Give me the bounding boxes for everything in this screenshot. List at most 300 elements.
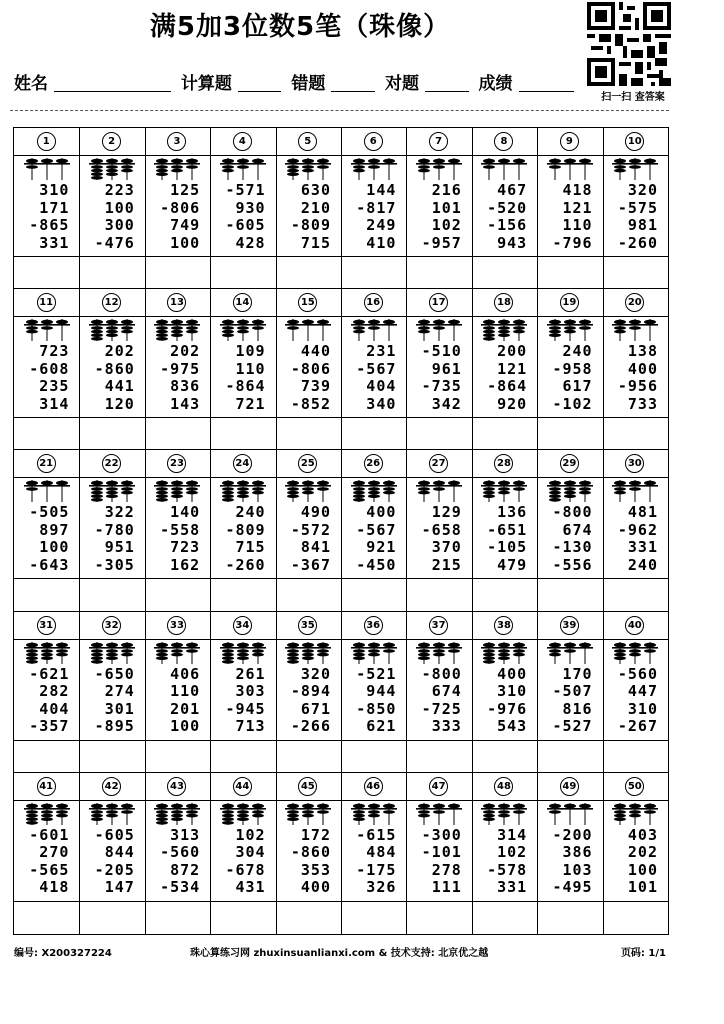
- addend: 447: [627, 682, 658, 701]
- addend: -560: [160, 843, 201, 862]
- answer-box[interactable]: [276, 902, 341, 934]
- answer-box[interactable]: [341, 902, 406, 934]
- problem-number: 19: [560, 293, 579, 312]
- abacus-bead-icon: [610, 480, 660, 502]
- column-divider: [603, 773, 604, 934]
- problem-number: 22: [102, 454, 121, 473]
- addend: -800: [552, 503, 593, 522]
- addend: 841: [300, 538, 331, 557]
- addend: 310: [497, 682, 528, 701]
- addend: 111: [431, 878, 462, 897]
- field-label: 对题: [384, 74, 419, 94]
- addend: 320: [627, 181, 658, 199]
- field-label: 姓名: [14, 74, 48, 94]
- answer-box[interactable]: [341, 418, 406, 450]
- addend-list: [280, 343, 331, 413]
- column-divider: [276, 289, 277, 450]
- addend-list: [410, 827, 461, 897]
- answer-box[interactable]: [145, 902, 210, 934]
- addend: 484: [366, 843, 397, 862]
- addend: -806: [160, 198, 201, 217]
- problem-number: 34: [233, 616, 252, 635]
- problem-number: 1: [37, 132, 56, 151]
- answer-box[interactable]: [406, 257, 471, 289]
- addend: -957: [421, 233, 462, 252]
- footer-page: 页码: 1/1: [620, 948, 666, 959]
- problem-number: 15: [298, 293, 317, 312]
- column-divider: [145, 612, 146, 773]
- addend-list: [280, 666, 331, 736]
- addend: 270: [39, 843, 70, 862]
- answer-box[interactable]: [79, 257, 144, 289]
- column-divider: [406, 612, 407, 773]
- blank-line[interactable]: [519, 69, 574, 92]
- addend: 102: [235, 825, 266, 844]
- problem-number: 7: [429, 132, 448, 151]
- abacus-bead-icon: [414, 319, 464, 341]
- addend-list: [214, 827, 265, 897]
- problem-number: 27: [429, 454, 448, 473]
- addend: 333: [431, 717, 462, 736]
- answer-box[interactable]: [537, 579, 602, 611]
- addend: 400: [366, 503, 397, 522]
- problem-cell: [79, 612, 144, 773]
- abacus-bead-icon: [22, 158, 72, 180]
- addend: 144: [366, 181, 397, 199]
- addend: 723: [170, 538, 201, 557]
- addend: 715: [300, 233, 331, 252]
- addend: 715: [235, 538, 266, 557]
- answer-box[interactable]: [210, 741, 275, 773]
- addend: -367: [290, 555, 331, 574]
- answer-box[interactable]: [472, 902, 537, 934]
- problem-cell: [603, 289, 668, 450]
- answer-box[interactable]: [14, 902, 79, 934]
- blank-line[interactable]: [54, 69, 171, 92]
- problem-number: 28: [494, 454, 513, 473]
- addend-list: [476, 343, 527, 413]
- addend: 340: [366, 394, 397, 413]
- addend: -650: [94, 664, 135, 683]
- addend: 418: [39, 878, 70, 897]
- addend: 138: [627, 342, 658, 361]
- addend: 342: [431, 394, 462, 413]
- addend-list: [345, 827, 396, 897]
- addend: 170: [562, 664, 593, 683]
- addend: 223: [104, 181, 135, 199]
- addend-list: [345, 666, 396, 736]
- abacus-bead-icon: [479, 642, 529, 664]
- addend: -780: [94, 520, 135, 539]
- column-divider: [406, 450, 407, 611]
- problem-cell: [14, 450, 79, 611]
- qr-caption: 扫一扫 查答案: [601, 92, 665, 103]
- column-divider: [79, 612, 80, 773]
- addend: 322: [104, 503, 135, 522]
- blank-line[interactable]: [331, 69, 375, 92]
- answer-box[interactable]: [79, 741, 144, 773]
- column-divider: [472, 289, 473, 450]
- problem-number: 48: [494, 777, 513, 796]
- addend: 400: [300, 878, 331, 897]
- addend: -571: [225, 181, 266, 199]
- answer-box[interactable]: [472, 418, 537, 450]
- column-divider: [210, 450, 211, 611]
- problem-cell: [341, 612, 406, 773]
- column-divider: [79, 289, 80, 450]
- problem-cell: [603, 450, 668, 611]
- answer-box[interactable]: [537, 741, 602, 773]
- column-divider: [341, 289, 342, 450]
- answer-box[interactable]: [603, 418, 668, 450]
- column-divider: [537, 773, 538, 934]
- abacus-bead-icon: [479, 803, 529, 825]
- addend: -527: [552, 717, 593, 736]
- addend: 543: [497, 717, 528, 736]
- answer-box[interactable]: [210, 579, 275, 611]
- addend: -572: [290, 520, 331, 539]
- answer-box[interactable]: [406, 902, 471, 934]
- addend: -735: [421, 377, 462, 396]
- addend: -300: [421, 825, 462, 844]
- problem-cell: [14, 128, 79, 289]
- addend: 249: [366, 216, 397, 234]
- addend: 314: [497, 825, 528, 844]
- problem-cell: [210, 450, 275, 611]
- addend: 331: [39, 233, 70, 252]
- addend: 171: [39, 198, 70, 217]
- addend: -958: [552, 359, 593, 378]
- answer-box[interactable]: [472, 741, 537, 773]
- addend: -200: [552, 825, 593, 844]
- answer-box[interactable]: [210, 902, 275, 934]
- addend: -578: [487, 860, 528, 879]
- problem-cell: [14, 289, 79, 450]
- addend: 140: [170, 503, 201, 522]
- addend: 200: [497, 342, 528, 361]
- abacus-bead-icon: [283, 158, 333, 180]
- column-divider: [79, 773, 80, 934]
- addend: 674: [431, 682, 462, 701]
- addend-list: [83, 343, 134, 413]
- column-divider: [210, 289, 211, 450]
- answer-box[interactable]: [406, 579, 471, 611]
- addend: 404: [366, 377, 397, 396]
- column-divider: [145, 289, 146, 450]
- column-divider: [145, 450, 146, 611]
- answer-box[interactable]: [603, 579, 668, 611]
- problem-cell: [14, 612, 79, 773]
- column-divider: [341, 612, 342, 773]
- answer-box[interactable]: [537, 257, 602, 289]
- answer-box[interactable]: [603, 257, 668, 289]
- addend: 621: [366, 717, 397, 736]
- addend: -605: [94, 825, 135, 844]
- addend: 215: [431, 555, 462, 574]
- qr-code-icon: [585, 2, 673, 86]
- problem-number: 9: [560, 132, 579, 151]
- answer-box[interactable]: [341, 741, 406, 773]
- addend-list: [83, 666, 134, 736]
- addend: -101: [421, 843, 462, 862]
- blank-line[interactable]: [425, 69, 469, 92]
- answer-box[interactable]: [145, 741, 210, 773]
- addend: 431: [235, 878, 266, 897]
- abacus-bead-icon: [22, 480, 72, 502]
- abacus-bead-icon: [87, 158, 137, 180]
- problem-cell: [472, 612, 537, 773]
- field-label: 计算题: [180, 74, 232, 94]
- abacus-bead-icon: [283, 319, 333, 341]
- answer-box[interactable]: [14, 418, 79, 450]
- addend: 331: [497, 878, 528, 897]
- abacus-bead-icon: [349, 642, 399, 664]
- addend-list: [410, 182, 461, 252]
- abacus-bead-icon: [87, 642, 137, 664]
- addend: 406: [170, 664, 201, 683]
- addend-list: [18, 504, 69, 574]
- addend: -651: [487, 520, 528, 539]
- addend-list: [410, 343, 461, 413]
- abacus-bead-icon: [152, 480, 202, 502]
- abacus-bead-icon: [87, 480, 137, 502]
- addend: 386: [562, 843, 593, 862]
- answer-box[interactable]: [210, 418, 275, 450]
- addend: 403: [627, 825, 658, 844]
- addend-list: [410, 666, 461, 736]
- blank-line[interactable]: [238, 69, 282, 92]
- addend: 440: [300, 342, 331, 361]
- addend-list: [18, 182, 69, 252]
- answer-box[interactable]: [145, 257, 210, 289]
- problem-cell: [406, 773, 471, 934]
- answer-box[interactable]: [603, 741, 668, 773]
- addend-list: [607, 666, 658, 736]
- addend: -305: [94, 555, 135, 574]
- problem-cell: [341, 289, 406, 450]
- addend: 100: [104, 198, 135, 217]
- addend: -800: [421, 664, 462, 683]
- addend: -864: [225, 377, 266, 396]
- addend: 143: [170, 394, 201, 413]
- addend: 400: [627, 359, 658, 378]
- answer-box[interactable]: [14, 579, 79, 611]
- problem-cell: [145, 289, 210, 450]
- addend-list: [149, 343, 200, 413]
- answer-box[interactable]: [276, 257, 341, 289]
- addend-list: [83, 827, 134, 897]
- problem-number: 44: [233, 777, 252, 796]
- answer-box[interactable]: [145, 418, 210, 450]
- addend: -962: [617, 520, 658, 539]
- problem-number: 49: [560, 777, 579, 796]
- addend-list: [541, 343, 592, 413]
- addend: -156: [487, 216, 528, 234]
- addend: 313: [170, 825, 201, 844]
- answer-box[interactable]: [537, 902, 602, 934]
- column-divider: [79, 450, 80, 611]
- answer-box[interactable]: [276, 741, 341, 773]
- answer-box[interactable]: [276, 418, 341, 450]
- addend: 136: [497, 503, 528, 522]
- addend: -521: [356, 664, 397, 683]
- addend: 304: [235, 843, 266, 862]
- addend: -956: [617, 377, 658, 396]
- abacus-bead-icon: [349, 158, 399, 180]
- problem-cell: [210, 612, 275, 773]
- addend: 320: [300, 664, 331, 683]
- problem-number: 39: [560, 616, 579, 635]
- column-divider: [472, 773, 473, 934]
- problem-cell: [145, 612, 210, 773]
- addend-list: [280, 504, 331, 574]
- addend: 202: [170, 342, 201, 361]
- addend: 943: [497, 233, 528, 252]
- addend-list: [410, 504, 461, 574]
- problem-number: 36: [364, 616, 383, 635]
- problem-number: 5: [298, 132, 317, 151]
- column-divider: [603, 450, 604, 611]
- problem-cell: [145, 773, 210, 934]
- problem-cell: [472, 773, 537, 934]
- column-divider: [276, 450, 277, 611]
- addend: 261: [235, 664, 266, 683]
- addend: 961: [431, 359, 462, 378]
- problem-cell: [14, 773, 79, 934]
- column-divider: [406, 773, 407, 934]
- addend: 278: [431, 860, 462, 879]
- answer-box[interactable]: [14, 741, 79, 773]
- addend: -852: [290, 394, 331, 413]
- addend-list: [541, 182, 592, 252]
- addend-list: [476, 827, 527, 897]
- addend-list: [345, 182, 396, 252]
- problem-number: 2: [102, 132, 121, 151]
- answer-box[interactable]: [79, 418, 144, 450]
- answer-box[interactable]: [79, 902, 144, 934]
- answer-box[interactable]: [472, 257, 537, 289]
- addend: 172: [300, 825, 331, 844]
- addend: -809: [225, 520, 266, 539]
- answer-box[interactable]: [14, 257, 79, 289]
- problem-cell: [537, 773, 602, 934]
- problem-cell: [210, 128, 275, 289]
- addend: 400: [497, 664, 528, 683]
- addend: 617: [562, 377, 593, 396]
- addend: 100: [39, 538, 70, 557]
- addend: 210: [300, 198, 331, 217]
- addend-list: [607, 343, 658, 413]
- abacus-bead-icon: [87, 803, 137, 825]
- answer-box[interactable]: [406, 418, 471, 450]
- addend: 921: [366, 538, 397, 557]
- addend: 944: [366, 682, 397, 701]
- field-label: 错题: [291, 74, 326, 94]
- abacus-bead-icon: [283, 480, 333, 502]
- footer-site: 珠心算练习网 zhuxinsuanlianxi.com & 技术支持: 北京优之越: [190, 948, 489, 959]
- answer-box[interactable]: [341, 579, 406, 611]
- addend: -864: [487, 377, 528, 396]
- column-divider: [537, 128, 538, 289]
- addend: -565: [29, 860, 70, 879]
- addend: 310: [627, 699, 658, 718]
- addend: 733: [627, 394, 658, 413]
- answer-box[interactable]: [603, 902, 668, 934]
- problem-number: 10: [625, 132, 644, 151]
- column-divider: [145, 128, 146, 289]
- addend-list: [541, 827, 592, 897]
- answer-box[interactable]: [406, 741, 471, 773]
- problem-number: 42: [102, 777, 121, 796]
- addend: -567: [356, 520, 397, 539]
- abacus-bead-icon: [218, 642, 268, 664]
- abacus-bead-icon: [414, 158, 464, 180]
- addend: -806: [290, 359, 331, 378]
- problem-cell: [406, 450, 471, 611]
- addend: 897: [39, 520, 70, 539]
- problem-number: 29: [560, 454, 579, 473]
- addend: 202: [104, 342, 135, 361]
- addend-list: [214, 504, 265, 574]
- problem-cell: [406, 128, 471, 289]
- addend: 836: [170, 377, 201, 396]
- addend-list: [214, 182, 265, 252]
- problem-cell: [276, 289, 341, 450]
- answer-box[interactable]: [276, 579, 341, 611]
- abacus-bead-icon: [414, 642, 464, 664]
- addend-list: [541, 666, 592, 736]
- problem-cell: [603, 773, 668, 934]
- addend-list: [18, 827, 69, 897]
- problem-block-row: [14, 128, 668, 289]
- column-divider: [603, 289, 604, 450]
- addend: 353: [300, 860, 331, 879]
- addend: -643: [29, 555, 70, 574]
- abacus-bead-icon: [610, 158, 660, 180]
- answer-box[interactable]: [210, 257, 275, 289]
- column-divider: [406, 289, 407, 450]
- answer-box[interactable]: [341, 257, 406, 289]
- answer-box[interactable]: [537, 418, 602, 450]
- abacus-bead-icon: [479, 480, 529, 502]
- addend: 103: [562, 860, 593, 879]
- answer-box[interactable]: [472, 579, 537, 611]
- addend-list: [149, 504, 200, 574]
- problem-number: 24: [233, 454, 252, 473]
- addend-list: [541, 504, 592, 574]
- addend: 930: [235, 198, 266, 217]
- addend: 110: [235, 359, 266, 378]
- problem-number: 21: [37, 454, 56, 473]
- problem-cell: [145, 128, 210, 289]
- addend-list: [607, 182, 658, 252]
- addend: -945: [225, 699, 266, 718]
- addend: 274: [104, 682, 135, 701]
- column-divider: [210, 128, 211, 289]
- answer-box[interactable]: [79, 579, 144, 611]
- addend: 479: [497, 555, 528, 574]
- answer-box[interactable]: [145, 579, 210, 611]
- problem-block-row: [14, 289, 668, 450]
- addend-list: [18, 343, 69, 413]
- problem-block-row: [14, 612, 668, 773]
- addend: 326: [366, 878, 397, 897]
- addend: -976: [487, 699, 528, 718]
- addend-list: [476, 182, 527, 252]
- problem-cell: [537, 450, 602, 611]
- problem-cell: [341, 773, 406, 934]
- column-divider: [472, 128, 473, 289]
